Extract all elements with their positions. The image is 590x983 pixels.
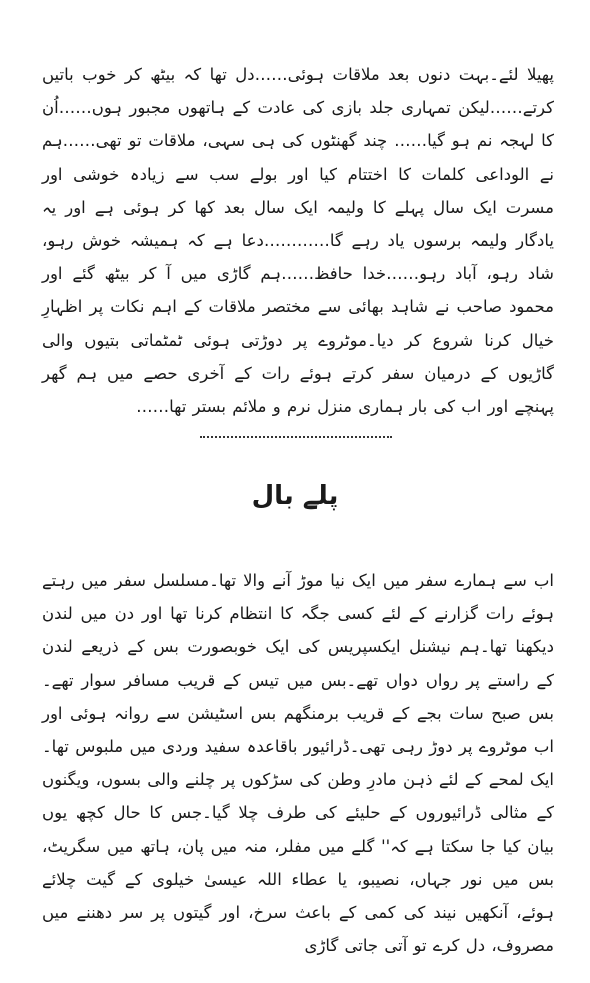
section-divider <box>200 436 392 438</box>
bottom-paragraph: اب سے ہمارے سفر میں ایک نیا موڑ آنے والا تھا۔مسلسل سفر میں رہتے ہوئے رات گزارنے کے لئے کسی جگہ کا انتظام کرنا تھا اور دن میں لندن دیکھنا تھا۔ہم نیشنل ایکسپریس کی ایک خوبصورت بس کے ذریعے لندن کے راستے پر رواں دواں تھے۔بس میں تیس کے قریب مسافر سوار تھے۔بس صبح سات بجے کے قریب برمنگھم بس اسٹیشن سے روانہ ہوئی اور اب موٹروے پر دوڑ رہی تھی۔ڈرائیور باقاعدہ سفید وردی میں ملبوس تھا۔ایک لمحے کے لئے ذہن مادرِ وطن کی سڑکوں پر چلنے والی بسوں، ویگنوں کے مثالی ڈرائیوروں کے حلیئے کی طرف چلا گیا۔جس کا حال کچھ یوں بیان کیا جا سکتا ہے کہ'' گلے میں مفلر، منہ میں پان، ہاتھ میں سگریٹ، بس میں نور جہاں، نصیبو، یا عطاء اللہ عیسیٰ خیلوی کے گیت چلائے ہوئے، آنکھیں نیند کی کمی کے باعث سرخ، اور گیتوں پر سر دھننے میں مصروف، دل کرے تو آتی جاتی گاڑی <box>42 571 554 956</box>
top-paragraph: پھیلا لئے۔بہت دنوں بعد ملاقات ہوئی……دل تھا کہ بیٹھ کر خوب باتیں کرتے……لیکن تمہاری جلد بازی کی عادت کے ہاتھوں مجبور ہوں……اُن کا لہجہ نم ہو گیا…… چند گھنٹوں کی ہی سہی، ملاقات تو تھی……ہم نے الوداعی کلمات کا اختتام کیا اور بولے سب سے زیادہ خوشی اور مسرت ایک سال پہلے کا ولیمہ ایک سال بعد کھا کر ہوئی ہے اور یہ یادگار ولیمہ برسوں یاد رہے گا…………دعا ہے کہ ہمیشہ خوش رہو، شاد رہو، آباد رہو……خدا حافظ……ہم گاڑی میں آ کر بیٹھ گئے اور محمود صاحب نے شاہد بھائی سے مختصر ملاقات کے اہم نکات پر اظہارِ خیال کرنا شروع کر دیا۔موٹروے پر دوڑتی ہوئی ٹمٹماتی بتیوں والی گاڑیوں کے درمیان سفر کرتے ہوئے رات کے آخری حصے میں ہم گھر پہنچے اور اب کی بار ہماری منزل نرم و ملائم بستر تھا…… <box>42 65 554 417</box>
chapter-title: پلے بال <box>251 481 339 511</box>
